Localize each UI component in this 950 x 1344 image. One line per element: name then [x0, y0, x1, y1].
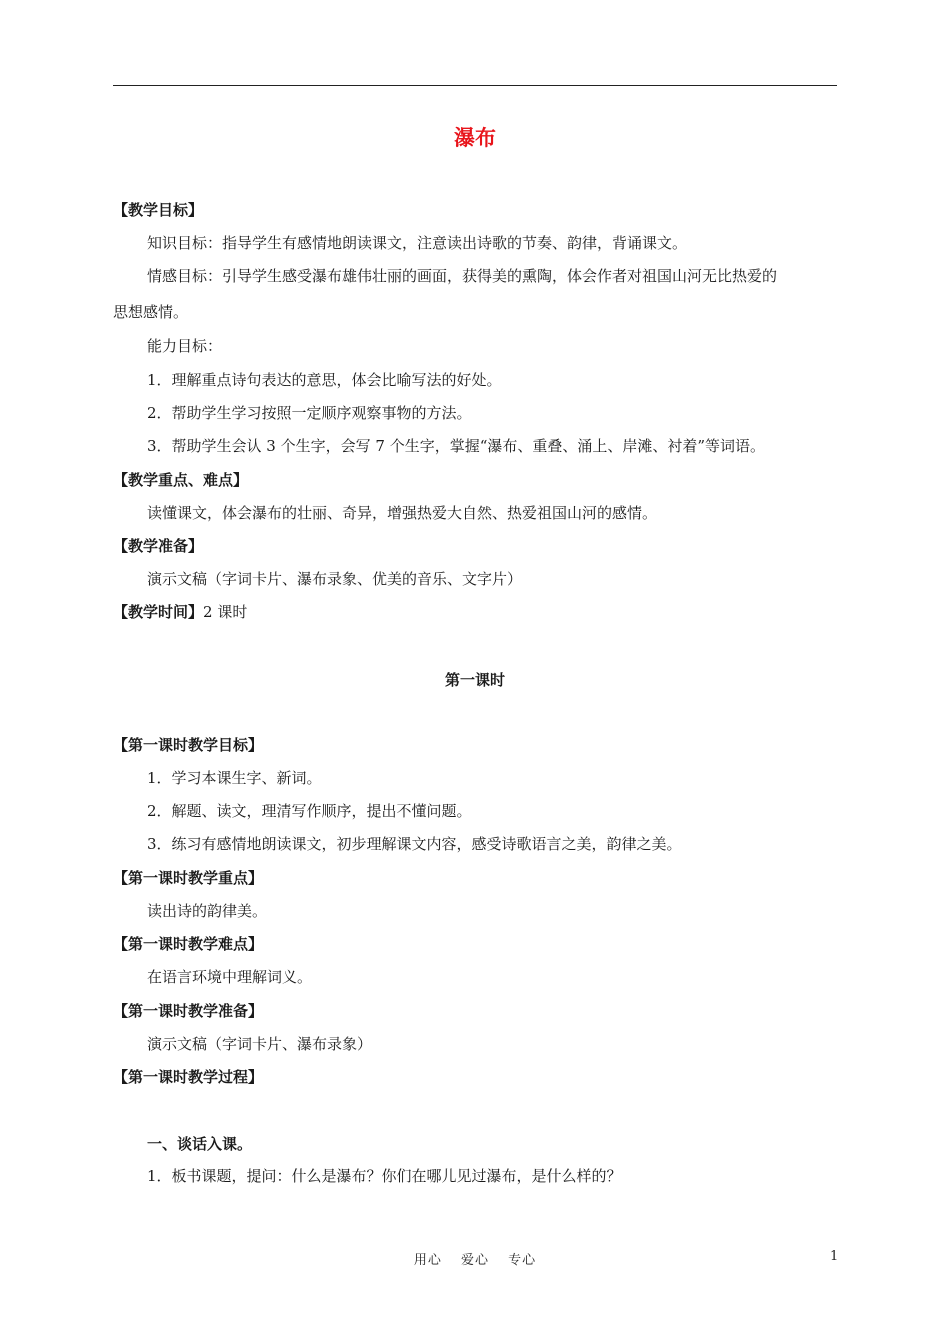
- lesson1-difficulty-text: 在语言环境中理解词义。: [147, 968, 313, 986]
- page-number: 1: [830, 1249, 839, 1264]
- emotion-goal-line2: 思想感情。: [113, 303, 189, 321]
- prep-heading: 【教学准备】: [113, 537, 204, 555]
- lesson1-difficulty-heading: 【第一课时教学难点】: [113, 935, 264, 953]
- header-rule: [113, 85, 837, 86]
- ability-goal-label: 能力目标：: [147, 337, 223, 355]
- lesson1-prep-text: 演示文稿（字词卡片、瀑布录象）: [147, 1035, 373, 1053]
- emotion-goal-line1: 情感目标：引导学生感受瀑布雄伟壮丽的画面，获得美的熏陶，体会作者对祖国山河无比热爱的: [147, 267, 778, 285]
- knowledge-goal: 知识目标：指导学生有感情地朗读课文，注意读出诗歌的节奏、韵律，背诵课文。: [147, 234, 688, 252]
- lesson1-goal-1: 1．学习本课生字、新词。: [147, 769, 322, 787]
- time-row: [113, 602, 247, 622]
- lesson1-goals-heading: 【第一课时教学目标】: [113, 736, 264, 754]
- footer-motto: 用心 爱心 专心: [413, 1253, 537, 1268]
- step1-heading: 一、谈话入课。: [147, 1135, 253, 1153]
- page-title: 瀑布: [454, 125, 496, 150]
- ability-item-3: 3．帮助学生会认 3 个生字，会写 7 个生字，掌握“瀑布、重叠、涌上、岸滩、衬着”等词语。: [147, 437, 766, 455]
- ability-item-1: 1．理解重点诗句表达的意思，体会比喻写法的好处。: [147, 371, 502, 389]
- ability-item-2: 2．帮助学生学习按照一定顺序观察事物的方法。: [147, 404, 472, 422]
- time-text: 2 课时: [203, 603, 248, 621]
- key-text: 读懂课文，体会瀑布的壮丽、奇异，增强热爱大自然、热爱祖国山河的感情。: [147, 504, 658, 522]
- prep-text: 演示文稿（字词卡片、瀑布录象、优美的音乐、文字片）: [147, 570, 523, 588]
- lesson1-goal-3: 3．练习有感情地朗读课文，初步理解课文内容，感受诗歌语言之美，韵律之美。: [147, 835, 682, 853]
- goals-heading: 【教学目标】: [113, 201, 204, 219]
- lesson1-heading: 第一课时: [444, 671, 505, 689]
- lesson1-process-heading: 【第一课时教学过程】: [113, 1068, 264, 1086]
- key-heading: 【教学重点、难点】: [113, 471, 249, 489]
- lesson1-key-heading: 【第一课时教学重点】: [113, 869, 264, 887]
- step1-item-1: 1．板书课题，提问：什么是瀑布？你们在哪儿见过瀑布，是什么样的？: [147, 1167, 622, 1185]
- lesson1-key-text: 读出诗的韵律美。: [147, 902, 268, 920]
- lesson1-goal-2: 2．解题、读文，理清写作顺序，提出不懂问题。: [147, 802, 472, 820]
- lesson1-prep-heading: 【第一课时教学准备】: [113, 1002, 264, 1020]
- time-heading: 【教学时间】: [113, 603, 204, 621]
